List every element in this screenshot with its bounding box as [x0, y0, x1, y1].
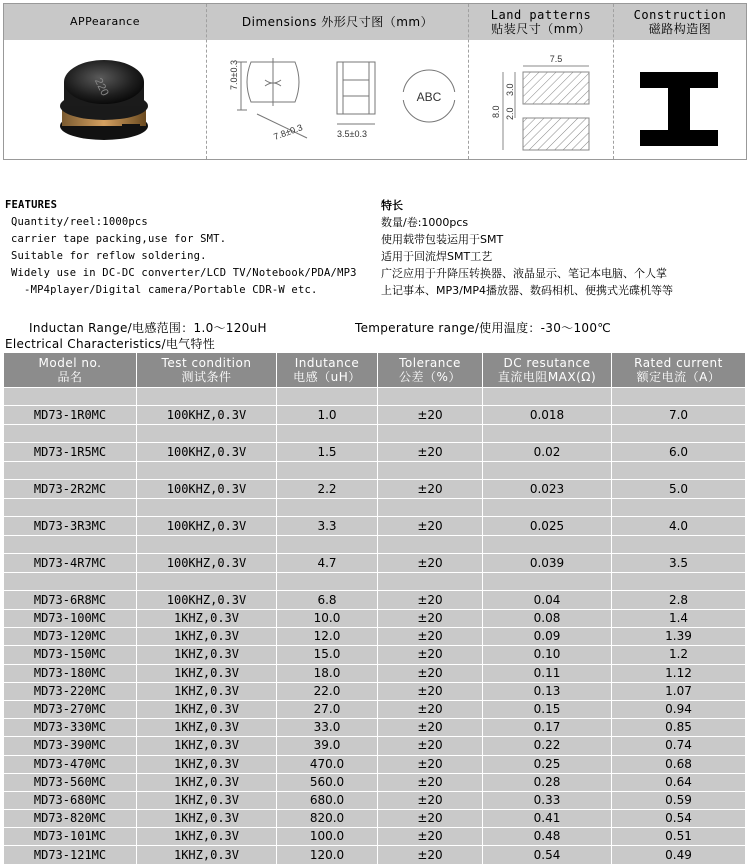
- cell-model: MD73-120MC: [4, 628, 137, 646]
- cell-model: MD73-6R8MC: [4, 591, 137, 610]
- cell-model: MD73-270MC: [4, 700, 137, 718]
- feature-line-cn: 使用载带包装运用于SMT: [381, 233, 504, 246]
- cell-tolerance: ±20: [378, 517, 483, 536]
- land-pattern-title: Land patterns 贴装尺寸（mm）: [490, 8, 592, 36]
- cell-model: MD73-560MC: [4, 773, 137, 791]
- spacer-cell: [4, 388, 137, 406]
- land-pattern-drawing: [469, 40, 614, 159]
- cell-rated-current: 0.51: [612, 828, 746, 846]
- feature-line: -MP4player/Digital camera/Portable CDR-W etc.: [11, 284, 318, 296]
- spacer-cell: [277, 573, 378, 591]
- cell-model: MD73-1R5MC: [4, 443, 137, 462]
- cell-dc-resistance: 0.33: [483, 791, 612, 809]
- spacer-cell: [378, 573, 483, 591]
- spacer-cell: [4, 536, 137, 554]
- cell-tolerance: ±20: [378, 406, 483, 425]
- land-dim-pad: 3.0: [505, 83, 515, 96]
- spacer-cell: [277, 499, 378, 517]
- cell-dc-resistance: 0.018: [483, 406, 612, 425]
- cell-inductance: 15.0: [277, 646, 378, 664]
- cell-rated-current: 4.0: [612, 517, 746, 536]
- cell-rated-current: 0.94: [612, 700, 746, 718]
- cell-inductance: 120.0: [277, 846, 378, 864]
- inductance-range: Inductan Range/电感范围：1.0～120uH: [29, 321, 267, 335]
- table-row: [4, 773, 746, 791]
- cell-rated-current: 5.0: [612, 480, 746, 499]
- dim-depth: 3.5±0.3: [337, 129, 367, 139]
- cell-rated-current: 0.54: [612, 810, 746, 828]
- feature-line: Suitable for reflow soldering.: [11, 250, 207, 262]
- cell-test-condition: 100KHZ,0.3V: [137, 406, 277, 425]
- appearance-title: APPearance: [70, 15, 140, 28]
- cell-test-condition: 100KHZ,0.3V: [137, 443, 277, 462]
- table-row: [4, 628, 746, 646]
- col-header-test-condition: Test condition 测试条件: [137, 353, 277, 388]
- cell-tolerance: ±20: [378, 828, 483, 846]
- cell-inductance: 33.0: [277, 719, 378, 737]
- spacer-cell: [4, 499, 137, 517]
- cell-tolerance: ±20: [378, 755, 483, 773]
- table-header-row: [4, 353, 746, 388]
- cell-tolerance: ±20: [378, 628, 483, 646]
- spacer-cell: [612, 499, 746, 517]
- dim-width: 7.8±0.3: [272, 122, 304, 142]
- cell-model: MD73-180MC: [4, 664, 137, 682]
- spacer-cell: [4, 573, 137, 591]
- spacer-cell: [483, 462, 612, 480]
- feature-line-cn: 适用于回流焊SMT工艺: [381, 250, 493, 263]
- cell-rated-current: 1.39: [612, 628, 746, 646]
- cell-model: MD73-1R0MC: [4, 406, 137, 425]
- spacer-cell: [378, 425, 483, 443]
- core-construction-drawing: [614, 40, 746, 159]
- feature-line-cn: 数量/卷:1000pcs: [381, 216, 469, 229]
- cell-rated-current: 3.5: [612, 554, 746, 573]
- spacer-cell: [378, 499, 483, 517]
- table-row: [4, 755, 746, 773]
- col-header-model: Model no. 品名: [4, 353, 137, 388]
- feature-line: carrier tape packing,use for SMT.: [11, 233, 227, 245]
- cell-inductance: 22.0: [277, 682, 378, 700]
- table-body: [4, 388, 746, 865]
- feature-line: Quantity/reel:1000pcs: [11, 216, 148, 228]
- cell-inductance: 27.0: [277, 700, 378, 718]
- cell-dc-resistance: 0.25: [483, 755, 612, 773]
- cell-tolerance: ±20: [378, 610, 483, 628]
- cell-tolerance: ±20: [378, 682, 483, 700]
- cell-tolerance: ±20: [378, 664, 483, 682]
- cell-test-condition: 1KHZ,0.3V: [137, 755, 277, 773]
- spacer-cell: [483, 536, 612, 554]
- spacer-row: [4, 388, 746, 406]
- cell-test-condition: 1KHZ,0.3V: [137, 791, 277, 809]
- cell-inductance: 12.0: [277, 628, 378, 646]
- cell-dc-resistance: 0.28: [483, 773, 612, 791]
- spacer-cell: [612, 536, 746, 554]
- cell-rated-current: 0.64: [612, 773, 746, 791]
- land-dim-gap: 2.0: [505, 107, 515, 120]
- col-header-rated-current: Rated current 额定电流（A）: [612, 353, 746, 388]
- table-row: [4, 828, 746, 846]
- spacer-cell: [378, 536, 483, 554]
- land-dim-total: 8.0: [491, 105, 501, 118]
- cell-model: MD73-100MC: [4, 610, 137, 628]
- spacer-cell: [483, 573, 612, 591]
- cell-model: MD73-680MC: [4, 791, 137, 809]
- cell-rated-current: 1.12: [612, 664, 746, 682]
- cell-inductance: 10.0: [277, 610, 378, 628]
- cell-tolerance: ±20: [378, 554, 483, 573]
- cell-tolerance: ±20: [378, 737, 483, 755]
- table-row: [4, 664, 746, 682]
- table-row: [4, 719, 746, 737]
- cell-test-condition: 100KHZ,0.3V: [137, 554, 277, 573]
- dim-height: 7.0±0.3: [229, 60, 239, 90]
- cell-rated-current: 2.8: [612, 591, 746, 610]
- cell-model: MD73-150MC: [4, 646, 137, 664]
- appearance-cell: [4, 4, 207, 159]
- marking-text: ABC: [416, 90, 442, 104]
- spacer-cell: [612, 462, 746, 480]
- cell-inductance: 4.7: [277, 554, 378, 573]
- cell-inductance: 3.3: [277, 517, 378, 536]
- spacer-cell: [483, 425, 612, 443]
- cell-model: MD73-390MC: [4, 737, 137, 755]
- cell-rated-current: 1.07: [612, 682, 746, 700]
- cell-rated-current: 0.49: [612, 846, 746, 864]
- cell-dc-resistance: 0.039: [483, 554, 612, 573]
- spacer-cell: [137, 573, 277, 591]
- cell-dc-resistance: 0.09: [483, 628, 612, 646]
- construction-title: Construction 磁路构造图: [633, 8, 727, 36]
- cell-tolerance: ±20: [378, 791, 483, 809]
- features-heading: FEATURES: [5, 199, 58, 211]
- table-row: [4, 480, 746, 499]
- electrical-characteristics-table: [3, 352, 746, 865]
- spacer-cell: [612, 573, 746, 591]
- table-row: [4, 791, 746, 809]
- land-pattern-cell: [469, 4, 614, 159]
- cell-dc-resistance: 0.08: [483, 610, 612, 628]
- cell-dc-resistance: 0.22: [483, 737, 612, 755]
- cell-tolerance: ±20: [378, 719, 483, 737]
- spacer-row: [4, 499, 746, 517]
- cell-test-condition: 1KHZ,0.3V: [137, 700, 277, 718]
- table-row: [4, 610, 746, 628]
- cell-inductance: 820.0: [277, 810, 378, 828]
- cell-tolerance: ±20: [378, 773, 483, 791]
- cell-inductance: 39.0: [277, 737, 378, 755]
- spacer-row: [4, 573, 746, 591]
- spacer-cell: [277, 388, 378, 406]
- table-row: [4, 443, 746, 462]
- cell-tolerance: ±20: [378, 443, 483, 462]
- table-row: [4, 846, 746, 864]
- cell-model: MD73-3R3MC: [4, 517, 137, 536]
- cell-inductance: 1.0: [277, 406, 378, 425]
- cell-inductance: 680.0: [277, 791, 378, 809]
- cell-model: MD73-4R7MC: [4, 554, 137, 573]
- svg-text:220: 220: [91, 76, 111, 98]
- table-row: [4, 810, 746, 828]
- cell-inductance: 560.0: [277, 773, 378, 791]
- spacer-cell: [378, 462, 483, 480]
- spacer-row: [4, 425, 746, 443]
- cell-test-condition: 100KHZ,0.3V: [137, 591, 277, 610]
- cell-model: MD73-220MC: [4, 682, 137, 700]
- cell-tolerance: ±20: [378, 810, 483, 828]
- cell-rated-current: 0.59: [612, 791, 746, 809]
- cell-rated-current: 6.0: [612, 443, 746, 462]
- cell-dc-resistance: 0.02: [483, 443, 612, 462]
- cell-dc-resistance: 0.023: [483, 480, 612, 499]
- cell-rated-current: 0.74: [612, 737, 746, 755]
- features-list-cn: [381, 214, 673, 299]
- spacer-cell: [612, 425, 746, 443]
- temperature-range: Temperature range/使用温度：-30～100℃: [355, 321, 612, 335]
- cell-model: MD73-101MC: [4, 828, 137, 846]
- spacer-row: [4, 462, 746, 480]
- features-list-en: [11, 214, 357, 299]
- cell-dc-resistance: 0.54: [483, 846, 612, 864]
- cell-dc-resistance: 0.48: [483, 828, 612, 846]
- cell-inductance: 470.0: [277, 755, 378, 773]
- spacer-cell: [612, 388, 746, 406]
- table-row: [4, 517, 746, 536]
- inductor-photo: [4, 40, 207, 159]
- table-row: [4, 591, 746, 610]
- cell-model: MD73-820MC: [4, 810, 137, 828]
- cell-test-condition: 1KHZ,0.3V: [137, 682, 277, 700]
- cell-model: MD73-330MC: [4, 719, 137, 737]
- spec-header-table: [3, 3, 747, 160]
- cell-model: MD73-2R2MC: [4, 480, 137, 499]
- cell-rated-current: 7.0: [612, 406, 746, 425]
- cell-test-condition: 1KHZ,0.3V: [137, 828, 277, 846]
- cell-test-condition: 1KHZ,0.3V: [137, 846, 277, 864]
- cell-dc-resistance: 0.13: [483, 682, 612, 700]
- cell-dc-resistance: 0.025: [483, 517, 612, 536]
- cell-inductance: 1.5: [277, 443, 378, 462]
- spacer-cell: [378, 388, 483, 406]
- cell-test-condition: 100KHZ,0.3V: [137, 517, 277, 536]
- dimensions-title: Dimensions 外形尺寸图（mm）: [241, 15, 434, 29]
- cell-tolerance: ±20: [378, 480, 483, 499]
- spacer-cell: [137, 499, 277, 517]
- cell-tolerance: ±20: [378, 646, 483, 664]
- table-row: [4, 406, 746, 425]
- col-header-inductance: Indutance 电感（uH）: [277, 353, 378, 388]
- spacer-row: [4, 536, 746, 554]
- spacer-cell: [137, 388, 277, 406]
- cell-dc-resistance: 0.10: [483, 646, 612, 664]
- cell-rated-current: 1.4: [612, 610, 746, 628]
- spacer-cell: [4, 462, 137, 480]
- spacer-cell: [137, 536, 277, 554]
- cell-model: MD73-470MC: [4, 755, 137, 773]
- spacer-cell: [483, 388, 612, 406]
- cell-model: MD73-121MC: [4, 846, 137, 864]
- cell-inductance: 2.2: [277, 480, 378, 499]
- construction-cell: [614, 4, 746, 159]
- table-row: [4, 737, 746, 755]
- table-row: [4, 682, 746, 700]
- cell-test-condition: 1KHZ,0.3V: [137, 737, 277, 755]
- cell-dc-resistance: 0.41: [483, 810, 612, 828]
- dimensions-cell: [207, 4, 469, 159]
- cell-tolerance: ±20: [378, 591, 483, 610]
- feature-line-cn: 广泛应用于升降压转换器、液晶显示、笔记本电脑、个人掌: [381, 267, 667, 280]
- spacer-cell: [277, 536, 378, 554]
- spacer-cell: [483, 499, 612, 517]
- cell-test-condition: 1KHZ,0.3V: [137, 646, 277, 664]
- cell-test-condition: 100KHZ,0.3V: [137, 480, 277, 499]
- cell-inductance: 18.0: [277, 664, 378, 682]
- land-dim-width: 7.5: [549, 54, 563, 64]
- cell-test-condition: 1KHZ,0.3V: [137, 610, 277, 628]
- cell-rated-current: 0.68: [612, 755, 746, 773]
- cell-dc-resistance: 0.15: [483, 700, 612, 718]
- spacer-cell: [137, 462, 277, 480]
- spacer-cell: [277, 425, 378, 443]
- electrical-title: Electrical Characteristics/电气特性: [5, 337, 216, 351]
- cell-rated-current: 0.85: [612, 719, 746, 737]
- cell-dc-resistance: 0.04: [483, 591, 612, 610]
- dimension-drawing: [207, 40, 469, 159]
- features-heading-cn: 特长: [381, 199, 403, 212]
- table-row: [4, 646, 746, 664]
- col-header-tolerance: Tolerance 公差（%）: [378, 353, 483, 388]
- cell-tolerance: ±20: [378, 846, 483, 864]
- table-row: [4, 554, 746, 573]
- cell-rated-current: 1.2: [612, 646, 746, 664]
- cell-test-condition: 1KHZ,0.3V: [137, 810, 277, 828]
- feature-line-cn: 上记事本、MP3/MP4播放器、数码相机、便携式光碟机等等: [381, 284, 673, 297]
- spacer-cell: [4, 425, 137, 443]
- cell-test-condition: 1KHZ,0.3V: [137, 773, 277, 791]
- col-header-dc-resistance: DC resutance 直流电阻MAX(Ω): [483, 353, 612, 388]
- spacer-cell: [277, 462, 378, 480]
- feature-line: Widely use in DC-DC converter/LCD TV/Notebook/PDA/MP3: [11, 267, 357, 279]
- cell-test-condition: 1KHZ,0.3V: [137, 628, 277, 646]
- cell-dc-resistance: 0.11: [483, 664, 612, 682]
- cell-inductance: 6.8: [277, 591, 378, 610]
- cell-tolerance: ±20: [378, 700, 483, 718]
- table-row: [4, 700, 746, 718]
- cell-dc-resistance: 0.17: [483, 719, 612, 737]
- spacer-cell: [137, 425, 277, 443]
- cell-test-condition: 1KHZ,0.3V: [137, 719, 277, 737]
- cell-test-condition: 1KHZ,0.3V: [137, 664, 277, 682]
- cell-inductance: 100.0: [277, 828, 378, 846]
